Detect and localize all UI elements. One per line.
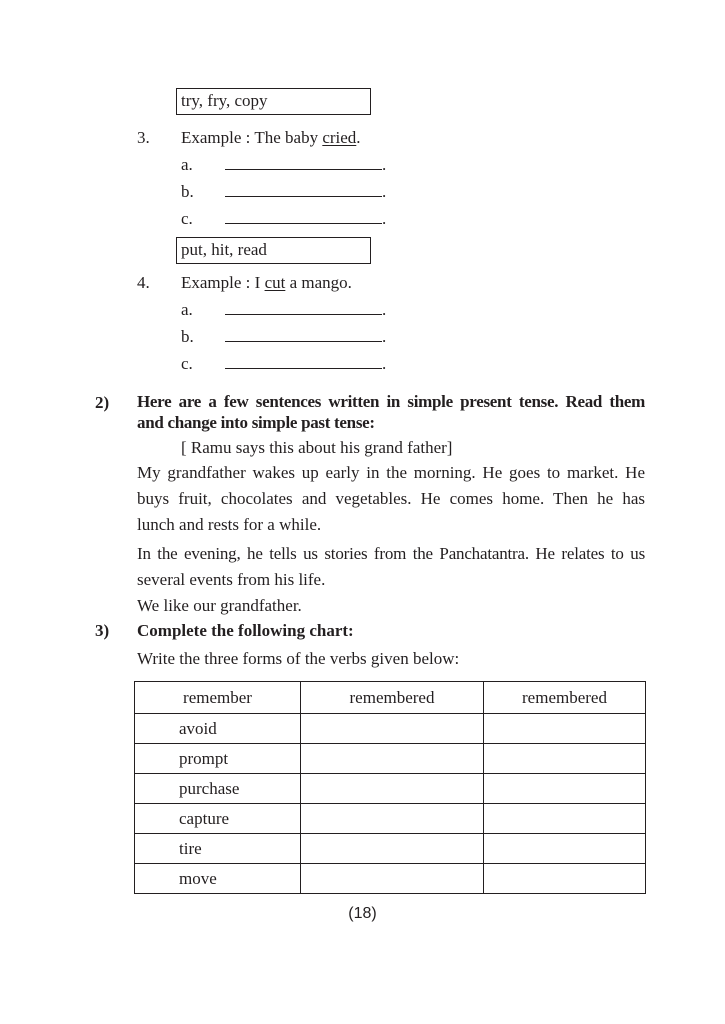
answer-blank[interactable]: [225, 183, 382, 197]
chart-verb-cell: move: [135, 864, 301, 894]
passage-line-6: We like our grandfather.: [137, 596, 302, 615]
blank-period: .: [382, 327, 387, 346]
answer-blank[interactable]: [225, 156, 382, 170]
chart-answer-cell[interactable]: [301, 864, 484, 894]
word-box-1-text: try, fry, copy: [181, 91, 268, 110]
chart-verb-cell: tire: [135, 834, 301, 864]
q4-option-c: [181, 354, 386, 374]
chart-header-cell: remembered: [484, 682, 646, 714]
blank-period: .: [382, 300, 387, 319]
chart-answer-cell[interactable]: [301, 834, 484, 864]
chart-answer-cell[interactable]: [301, 774, 484, 804]
chart-row: [135, 774, 646, 804]
blank-period: .: [382, 155, 387, 174]
word-box-1: [176, 88, 371, 115]
passage-line-1: My grandfather wakes up early in the morning. He goes to market. He: [137, 463, 645, 482]
q3-option-a: [181, 155, 386, 175]
q4-example-prefix: Example : I: [181, 273, 265, 292]
chart-row: [135, 744, 646, 774]
passage-line-5: several events from his life.: [137, 570, 326, 589]
q4-option-b: [181, 327, 386, 347]
word-box-2: [176, 237, 371, 264]
blank-period: .: [382, 182, 387, 201]
verb-forms-chart: [134, 681, 646, 894]
option-label: a.: [181, 300, 193, 319]
answer-blank[interactable]: [225, 301, 382, 315]
option-label: a.: [181, 155, 193, 174]
passage-line-4: In the evening, he tells us stories from the Panchatantra. He relates to us: [137, 544, 645, 563]
page-number: (18): [348, 905, 377, 922]
chart-answer-cell[interactable]: [484, 774, 646, 804]
chart-verb-cell: prompt: [135, 744, 301, 774]
q4-option-a: [181, 300, 386, 320]
chart-header-cell: remember: [135, 682, 301, 714]
section-2-note: [ Ramu says this about his grand father]: [181, 438, 453, 457]
chart-verb-cell: capture: [135, 804, 301, 834]
chart-answer-cell[interactable]: [484, 714, 646, 744]
chart-row: [135, 864, 646, 894]
q4-example-suffix: a mango.: [285, 273, 352, 292]
q3-number: 3.: [137, 128, 150, 147]
q3-example-suffix: .: [356, 128, 361, 147]
q3-option-c: [181, 209, 386, 229]
chart-answer-cell[interactable]: [484, 804, 646, 834]
q3-option-b: [181, 182, 386, 202]
chart-row: [135, 804, 646, 834]
chart-answer-cell[interactable]: [301, 714, 484, 744]
chart-row: [135, 714, 646, 744]
chart-verb-cell: purchase: [135, 774, 301, 804]
q3-example: [181, 128, 361, 148]
option-label: b.: [181, 327, 194, 346]
chart-header-row: [135, 682, 646, 714]
q4-number: 4.: [137, 273, 150, 292]
answer-blank[interactable]: [225, 355, 382, 369]
q4-example-verb: cut: [264, 273, 286, 292]
option-label: b.: [181, 182, 194, 201]
word-box-2-text: put, hit, read: [181, 240, 267, 259]
chart-answer-cell[interactable]: [484, 834, 646, 864]
section-2-heading-line1: Here are a few sentences written in simple present tense. Read them: [137, 392, 645, 411]
chart-answer-cell[interactable]: [484, 744, 646, 774]
section-3-heading: Complete the following chart:: [137, 621, 354, 640]
chart-answer-cell[interactable]: [484, 864, 646, 894]
chart-answer-cell[interactable]: [301, 744, 484, 774]
q3-example-verb: cried: [322, 128, 357, 147]
passage-line-2: buys fruit, chocolates and vegetables. He comes home. Then he has: [137, 489, 645, 508]
section-3-number: 3): [95, 621, 110, 640]
blank-period: .: [382, 209, 387, 228]
answer-blank[interactable]: [225, 210, 382, 224]
option-label: c.: [181, 354, 193, 373]
blank-period: .: [382, 354, 387, 373]
option-label: c.: [181, 209, 193, 228]
q3-example-prefix: Example : The baby: [181, 128, 323, 147]
chart-row: [135, 834, 646, 864]
passage-line-3: lunch and rests for a while.: [137, 515, 322, 534]
section-2-number: 2): [95, 393, 110, 412]
chart-answer-cell[interactable]: [301, 804, 484, 834]
section-2-heading-line2: and change into simple past tense:: [137, 413, 375, 432]
answer-blank[interactable]: [225, 328, 382, 342]
chart-header-cell: remembered: [301, 682, 484, 714]
chart-verb-cell: avoid: [135, 714, 301, 744]
q4-example: [181, 273, 352, 293]
section-3-instruction: Write the three forms of the verbs given below:: [137, 649, 460, 668]
